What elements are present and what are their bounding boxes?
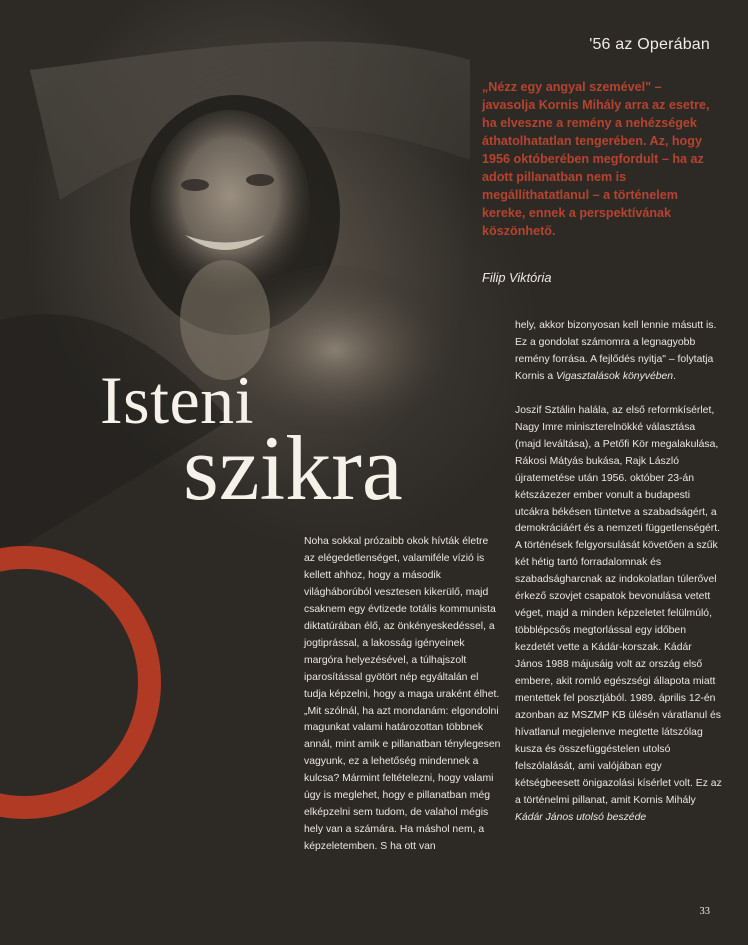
body-paragraph bbox=[515, 403, 722, 827]
page-number: 33 bbox=[699, 906, 710, 917]
decorative-red-ring bbox=[0, 546, 161, 819]
body-column-left bbox=[304, 534, 501, 856]
body-paragraph: Noha sokkal prózaibb okok hívták életre az elégedetlenséget, valamiféle vízió is kellett ahhoz, hogy a második világháborúból vesztesen kikerülő, majd csaknem egy évtizede totális kommunista diktatúrában élő, az önkényeskedéssel, a jogtiprással, a lakosság igényeinek margóra helyezésével, a túlhajszolt iparosítással gyötört nép egyáltalán el tudja képzelni, hogy a maga uraként élhet. „Mit szólnál, ha azt mondanám: elgondolni magunkat valami határozottan többnek annál, mint amik e pillanatban ténylegesen vagyunk, ez a lehetőség mindennek a kulcsa? Mármint feltételezni, hogy valami úgy is meglehet, hogy e pillanatban még elképzelni sem tudom, de valahol mégis hely van a számára. Ha máshol nem, a képzeletemben. S ha ott van bbox=[304, 536, 501, 853]
book-title: Vigasztalások könyvében bbox=[556, 370, 674, 382]
body-text: hely, akkor bizonyosan kell lennie másutt is. Ez a gondolat számomra a legnagyobb remény forrása. A fejlődés nyitja" – folytatja Kornis a bbox=[515, 320, 717, 382]
pull-quote-author: Filip Viktória bbox=[482, 270, 552, 285]
pull-quote: „Nézz egy angyal szemével" – javasolja Kornis Mihály arra az esetre, ha elveszne a remény a nehézségek áthatolhatatlan tengerében. Az, hogy 1956 októberében megfordult – ha az adott pillanatban nem is megállíthatatlanul – a történelem kereke, ennek a perspektívának köszönhető. bbox=[482, 80, 710, 238]
body-text: Joszif Sztálin halála, az első reformkísérlet, Nagy Imre miniszterelnökké választása (majd leváltása), a Petőfi Kör megalakulása, Rákosi Mátyás bukása, Rajk László újratemetése után 1956. október 23-án kétszázezer ember vonult a budapesti utcákra békésen tüntetve a szabadságért, a demokráciáért és a nemzeti függetlenségért. A történések felgyorsulását követően a szűk két hétig tartó forradalomnak és szabadságharcnak az indokolatlan túlerővel érkező szovjet csapatok bevonulása vetett véget, majd a minden képzeletet felülmúló, többlépcsős megtorlással egy időben kezdetét vette a Kádár-korszak. Kádár János 1988 májusáig volt az ország első embere, akit romló egészségi állapota miatt mentettek fel posztjából. 1989. április 12-én azonban az MSZMP KB ülésén váratlanul és hívatlanul megjelenve megtette látszólag kusza és összefüggéstelen utolsó felszólalását, ami valójában egy kétségbeesett önigazolási kísérlet volt. Ez az a történelmi pillanat, amit Kornis Mihály bbox=[515, 404, 722, 806]
body-paragraph bbox=[515, 318, 722, 386]
article-title-line-1: Isteni bbox=[100, 362, 255, 438]
body-text: . bbox=[673, 370, 676, 382]
section-label: '56 az Operában bbox=[589, 36, 710, 53]
work-title: Kádár János utolsó beszéde bbox=[515, 811, 647, 823]
article-title-line-2: szikra bbox=[183, 417, 403, 519]
body-column-right bbox=[515, 318, 722, 827]
